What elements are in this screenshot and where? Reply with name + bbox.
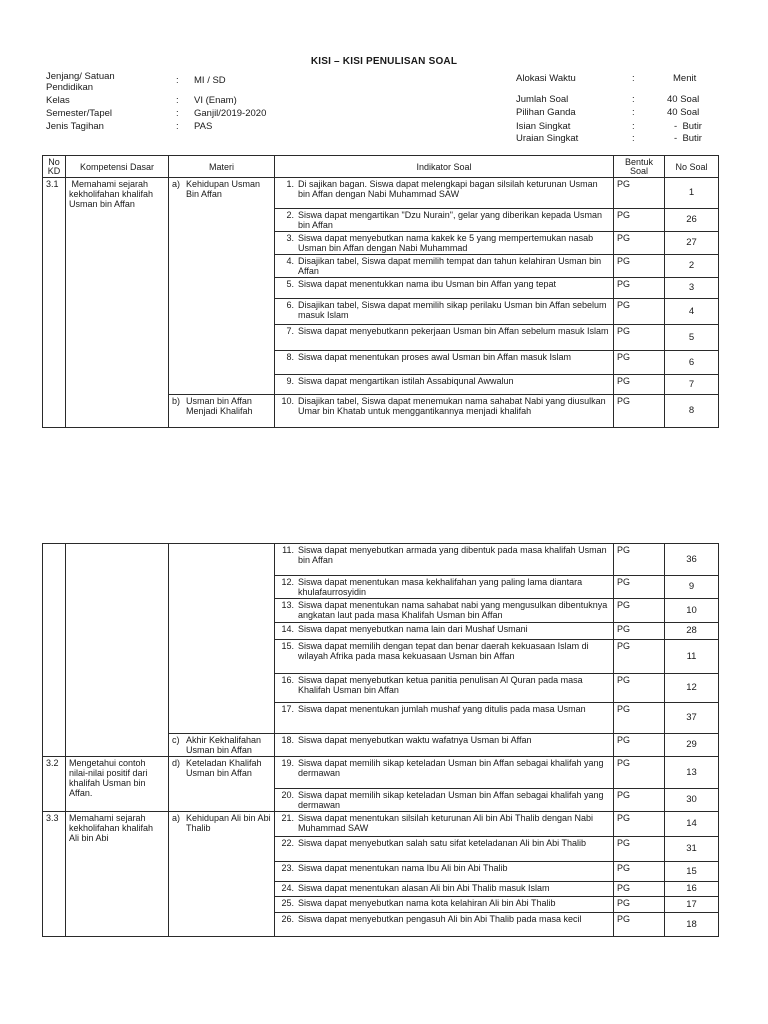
materi-letter: c) xyxy=(172,735,180,745)
header-materi: Materi xyxy=(169,156,275,178)
meta-value-semester: Ganjil/2019-2020 xyxy=(194,108,267,119)
indikator-text: Di sajikan bagan. Siswa dapat melengkapi bagan silsilah keturunan Usman bin Affan dengan Nabi Muhammad SAW xyxy=(298,179,598,199)
no-soal: 9 xyxy=(665,576,719,599)
indikator-text: Siswa dapat menyebutkan armada yang dibentuk pada masa khalifah Usman bin Affan xyxy=(298,545,607,565)
bentuk-soal: PG xyxy=(614,325,665,351)
no-soal: 28 xyxy=(665,623,719,640)
materi-item xyxy=(172,396,271,416)
table-header-row xyxy=(43,156,719,178)
indikator-cell xyxy=(275,882,614,897)
indikator-cell xyxy=(275,395,614,428)
no-soal: 29 xyxy=(665,734,719,757)
materi-item xyxy=(172,179,271,199)
indikator-item xyxy=(278,577,610,597)
materi-text: Akhir Kekhalifahan Usman bin Affan xyxy=(186,735,262,755)
indikator-item xyxy=(278,279,610,289)
indikator-text: Siswa dapat menyebutkan waktu wafatnya Usman bi Affan xyxy=(298,735,532,745)
indikator-number: 24. xyxy=(281,883,294,893)
indikator-cell xyxy=(275,232,614,255)
indikator-text: Siswa dapat menentukan nama sahabat nabi yang mengusulkan dibentuknya angkatan laut pada masa Khalifah Usman bin Affan xyxy=(298,600,608,620)
indikator-cell xyxy=(275,178,614,209)
indikator-number: 8. xyxy=(286,352,294,362)
meta-sep: : xyxy=(632,107,635,118)
indikator-number: 25. xyxy=(281,898,294,908)
indikator-cell xyxy=(275,789,614,812)
materi-cell-empty xyxy=(169,544,275,734)
indikator-text: Siswa dapat memilih dengan tepat dan benar daerah kekuasaan Islam di wilayah Afrika pada masa kekuasaan Usman bin Affan xyxy=(298,641,589,661)
materi-cell xyxy=(169,812,275,937)
indikator-cell xyxy=(275,209,614,232)
indikator-text: Siswa dapat menyebutkan pengasuh Ali bin Abi Thalib pada masa kecil xyxy=(298,914,582,924)
indikator-item xyxy=(278,256,610,276)
materi-cell xyxy=(169,178,275,395)
bentuk-soal: PG xyxy=(614,375,665,395)
materi-letter: a) xyxy=(172,179,181,189)
indikator-cell xyxy=(275,255,614,278)
header-no-kd: No KD xyxy=(43,156,66,178)
indikator-item xyxy=(278,300,610,320)
indikator-text: Siswa dapat menentukkan nama ibu Usman bin Affan yang tepat xyxy=(298,279,556,289)
meta-label-alokasi: Alokasi Waktu xyxy=(516,73,576,84)
indikator-number: 1. xyxy=(286,179,294,189)
indikator-number: 17. xyxy=(281,704,294,714)
indikator-number: 13. xyxy=(281,600,294,610)
indikator-cell xyxy=(275,913,614,937)
no-soal: 26 xyxy=(665,209,719,232)
no-soal: 18 xyxy=(665,913,719,937)
indikator-item xyxy=(278,352,610,362)
no-soal: 36 xyxy=(665,544,719,576)
meta-label-jenis: Jenis Tagihan xyxy=(46,121,104,132)
bentuk-soal: PG xyxy=(614,703,665,734)
materi-item xyxy=(172,758,271,778)
meta-sep: : xyxy=(176,121,179,132)
indikator-text: Siswa dapat menentukan silsilah keturunan Ali bin Abi Thalib dengan Nabi Muhammad SAW xyxy=(298,813,594,833)
meta-sep: : xyxy=(632,73,635,84)
materi-text: Kehidupan Ali bin Abi Thalib xyxy=(186,813,271,833)
indikator-text: Disajikan tabel, Siswa dapat memilih sikap perilaku Usman bin Affan sebelum masuk Islam xyxy=(298,300,607,320)
header-kompetensi: Kompetensi Dasar xyxy=(66,156,169,178)
kd-number-empty xyxy=(43,544,66,757)
indikator-text: Siswa dapat menyebutkan nama kota kelahiran Ali bin Abi Thalib xyxy=(298,898,556,908)
indikator-cell xyxy=(275,375,614,395)
indikator-cell xyxy=(275,837,614,862)
indikator-number: 12. xyxy=(281,577,294,587)
indikator-cell xyxy=(275,351,614,375)
indikator-item xyxy=(278,883,610,893)
indikator-item xyxy=(278,641,610,661)
indikator-item xyxy=(278,675,610,695)
materi-item xyxy=(172,735,271,755)
bentuk-soal: PG xyxy=(614,789,665,812)
indikator-number: 3. xyxy=(286,233,294,243)
bentuk-soal: PG xyxy=(614,882,665,897)
meta-value-uraian: - Butir xyxy=(674,133,702,144)
meta-right xyxy=(516,73,716,145)
bentuk-soal: PG xyxy=(614,178,665,209)
kd-number: 3.1 xyxy=(43,178,66,428)
bentuk-soal: PG xyxy=(614,757,665,789)
materi-letter: a) xyxy=(172,813,181,823)
indikator-number: 26. xyxy=(281,914,294,924)
indikator-item xyxy=(278,813,610,833)
indikator-number: 15. xyxy=(281,641,294,651)
indikator-number: 14. xyxy=(281,624,294,634)
meta-value-jenjang: MI / SD xyxy=(194,75,226,86)
kisi-table-1 xyxy=(42,155,719,428)
indikator-cell xyxy=(275,734,614,757)
no-soal: 30 xyxy=(665,789,719,812)
meta-sep: : xyxy=(176,95,179,106)
bentuk-soal: PG xyxy=(614,395,665,428)
no-soal: 2 xyxy=(665,255,719,278)
no-soal: 37 xyxy=(665,703,719,734)
meta-label-kelas: Kelas xyxy=(46,95,70,106)
no-soal: 17 xyxy=(665,897,719,913)
header-no-soal: No Soal xyxy=(665,156,719,178)
indikator-number: 20. xyxy=(281,790,294,800)
bentuk-soal: PG xyxy=(614,837,665,862)
indikator-text: Siswa dapat memilih sikap keteladan Usman bin Affan sebagai khalifah yang dermawan xyxy=(298,758,604,778)
no-soal: 3 xyxy=(665,278,719,299)
indikator-cell xyxy=(275,576,614,599)
indikator-cell xyxy=(275,325,614,351)
indikator-item xyxy=(278,758,610,778)
indikator-text: Disajikan tabel, Siswa dapat menemukan nama sahabat Nabi yang diusulkan Umar bin Khatab untuk menggantikannya menjadi khalifah xyxy=(298,396,606,416)
bentuk-soal: PG xyxy=(614,674,665,703)
indikator-text: Siswa dapat mengartikan istilah Assabiqunal Awwalun xyxy=(298,376,514,386)
indikator-cell xyxy=(275,640,614,674)
indikator-cell xyxy=(275,862,614,882)
bentuk-soal: PG xyxy=(614,299,665,325)
indikator-cell xyxy=(275,299,614,325)
indikator-item xyxy=(278,898,610,908)
materi-letter: d) xyxy=(172,758,181,768)
meta-label-isian: Isian Singkat xyxy=(516,121,571,132)
materi-cell xyxy=(169,757,275,812)
indikator-number: 10. xyxy=(281,396,294,406)
document-title: KISI – KISI PENULISAN SOAL xyxy=(310,56,458,67)
meta-value-alokasi: Menit xyxy=(673,73,697,84)
materi-item xyxy=(172,813,271,833)
bentuk-soal: PG xyxy=(614,862,665,882)
no-soal: 1 xyxy=(665,178,719,209)
materi-cell xyxy=(169,395,275,428)
indikator-cell xyxy=(275,757,614,789)
indikator-number: 19. xyxy=(281,758,294,768)
bentuk-soal: PG xyxy=(614,576,665,599)
meta-label-uraian: Uraian Singkat xyxy=(516,133,579,144)
bentuk-soal: PG xyxy=(614,640,665,674)
no-soal: 16 xyxy=(665,882,719,897)
bentuk-soal: PG xyxy=(614,544,665,576)
bentuk-soal: PG xyxy=(614,209,665,232)
bentuk-soal: PG xyxy=(614,278,665,299)
no-soal: 5 xyxy=(665,325,719,351)
no-soal: 6 xyxy=(665,351,719,375)
no-soal: 14 xyxy=(665,812,719,837)
bentuk-soal: PG xyxy=(614,255,665,278)
indikator-text: Siswa dapat mengartikan "Dzu Nurain", gelar yang diberikan kepada Usman bin Affan xyxy=(298,210,603,230)
no-soal: 7 xyxy=(665,375,719,395)
indikator-item xyxy=(278,179,610,199)
indikator-item xyxy=(278,396,610,416)
indikator-cell xyxy=(275,897,614,913)
indikator-number: 2. xyxy=(286,210,294,220)
indikator-text: Siswa dapat menentukan nama Ibu Ali bin Abi Thalib xyxy=(298,863,508,873)
indikator-text: Siswa dapat menyebutkan nama kakek ke 5 yang mempertemukan nasab Usman bin Affan dengan Nabi Muhammad xyxy=(298,233,594,253)
meta-sep: : xyxy=(632,133,635,144)
indikator-text: Siswa dapat menyebutkan nama lain dari Mushaf Usmani xyxy=(298,624,528,634)
no-soal: 13 xyxy=(665,757,719,789)
indikator-number: 18. xyxy=(281,735,294,745)
indikator-text: Siswa dapat menyebutkan salah satu sifat keteladanan Ali bin Abi Thalib xyxy=(298,838,587,848)
meta-sep: : xyxy=(176,108,179,119)
meta-value-kelas: VI (Enam) xyxy=(194,95,237,106)
materi-text: Usman bin Affan Menjadi Khalifah xyxy=(186,396,253,416)
table-row xyxy=(43,178,719,209)
materi-text: Keteladan Khalifah Usman bin Affan xyxy=(186,758,262,778)
kisi-table-2 xyxy=(42,543,719,937)
indikator-text: Siswa dapat menentukan alasan Ali bin Abi Thalib masuk Islam xyxy=(298,883,550,893)
no-soal: 27 xyxy=(665,232,719,255)
indikator-item xyxy=(278,863,610,873)
materi-text: Kehidupan Usman Bin Affan xyxy=(186,179,261,199)
indikator-number: 21. xyxy=(281,813,294,823)
meta-sep: : xyxy=(176,75,179,86)
kompetensi-dasar: Memahami sejarah kekholifahan khalifah Usman bin Affan xyxy=(66,178,169,428)
table-row xyxy=(43,812,719,837)
indikator-number: 22. xyxy=(281,838,294,848)
indikator-number: 6. xyxy=(286,300,294,310)
indikator-text: Siswa dapat memilih sikap keteladan Usman bin Affan sebagai khalifah yang dermawan xyxy=(298,790,604,810)
no-soal: 10 xyxy=(665,599,719,623)
bentuk-soal: PG xyxy=(614,623,665,640)
indikator-number: 4. xyxy=(286,256,294,266)
indikator-number: 16. xyxy=(281,675,294,685)
materi-letter: b) xyxy=(172,396,181,406)
no-soal: 8 xyxy=(665,395,719,428)
indikator-number: 11. xyxy=(282,545,294,555)
no-soal: 4 xyxy=(665,299,719,325)
bentuk-soal: PG xyxy=(614,897,665,913)
indikator-item xyxy=(278,545,610,565)
indikator-number: 5. xyxy=(286,279,294,289)
bentuk-soal: PG xyxy=(614,232,665,255)
meta-label-jenjang: Jenjang/ Satuan Pendidikan xyxy=(46,71,115,93)
meta-sep: : xyxy=(632,94,635,105)
table-row xyxy=(43,544,719,576)
indikator-text: Siswa dapat menentukan masa kekhalifahan yang paling lama diantara khulafaurrosyidin xyxy=(298,577,583,597)
bentuk-soal: PG xyxy=(614,734,665,757)
kd-number: 3.3 xyxy=(43,812,66,937)
meta-label-jumlah: Jumlah Soal xyxy=(516,94,569,105)
indikator-cell xyxy=(275,703,614,734)
no-soal: 31 xyxy=(665,837,719,862)
kompetensi-dasar-empty xyxy=(66,544,169,757)
kd-number: 3.2 xyxy=(43,757,66,812)
indikator-item xyxy=(278,790,610,810)
indikator-text: Disajikan tabel, Siswa dapat memilih tempat dan tahun kelahiran Usman bin Affan xyxy=(298,256,602,276)
indikator-cell xyxy=(275,544,614,576)
materi-cell xyxy=(169,734,275,757)
meta-value-pg: 40 Soal xyxy=(667,107,700,118)
meta-value-jenis: PAS xyxy=(194,121,213,132)
table-row xyxy=(43,757,719,789)
header-bentuk: Bentuk Soal xyxy=(614,156,665,178)
meta-value-jumlah: 40 Soal xyxy=(667,94,700,105)
indikator-cell xyxy=(275,674,614,703)
indikator-cell xyxy=(275,623,614,640)
bentuk-soal: PG xyxy=(614,351,665,375)
bentuk-soal: PG xyxy=(614,599,665,623)
indikator-text: Siswa dapat menyebutkan ketua panitia penulisan Al Quran pada masa Khalifah Usman bin Affan xyxy=(298,675,583,695)
indikator-item xyxy=(278,600,610,620)
no-soal: 11 xyxy=(665,640,719,674)
indikator-text: Siswa dapat menentukan proses awal Usman bin Affan masuk Islam xyxy=(298,352,571,362)
indikator-item xyxy=(278,233,610,253)
indikator-cell xyxy=(275,599,614,623)
indikator-number: 9. xyxy=(286,376,294,386)
indikator-item xyxy=(278,376,610,386)
indikator-number: 7. xyxy=(286,326,294,336)
indikator-item xyxy=(278,735,610,745)
no-soal: 12 xyxy=(665,674,719,703)
indikator-item xyxy=(278,210,610,230)
indikator-text: Siswa dapat menentukan jumlah mushaf yang ditulis pada masa Usman xyxy=(298,704,586,714)
no-soal: 15 xyxy=(665,862,719,882)
indikator-cell xyxy=(275,278,614,299)
meta-value-isian: - Butir xyxy=(674,121,702,132)
indikator-item xyxy=(278,704,610,714)
indikator-item xyxy=(278,624,610,634)
indikator-item xyxy=(278,914,610,924)
kompetensi-dasar: Memahami sejarah kekholifahan khalifah Ali bin Abi xyxy=(66,812,169,937)
indikator-item xyxy=(278,838,610,848)
bentuk-soal: PG xyxy=(614,913,665,937)
meta-label-semester: Semester/Tapel xyxy=(46,108,113,119)
meta-sep: : xyxy=(632,121,635,132)
kompetensi-dasar: Mengetahui contoh nilai-nilai positif dari khalifah Usman bin Affan. xyxy=(66,757,169,812)
indikator-number: 23. xyxy=(281,863,294,873)
header-indikator: Indikator Soal xyxy=(275,156,614,178)
meta-label-pg: Pilihan Ganda xyxy=(516,107,576,118)
indikator-cell xyxy=(275,812,614,837)
bentuk-soal: PG xyxy=(614,812,665,837)
indikator-text: Siswa dapat menyebutkann pekerjaan Usman bin Affan sebelum masuk Islam xyxy=(298,326,609,336)
indikator-item xyxy=(278,326,610,336)
meta-left xyxy=(46,71,346,141)
